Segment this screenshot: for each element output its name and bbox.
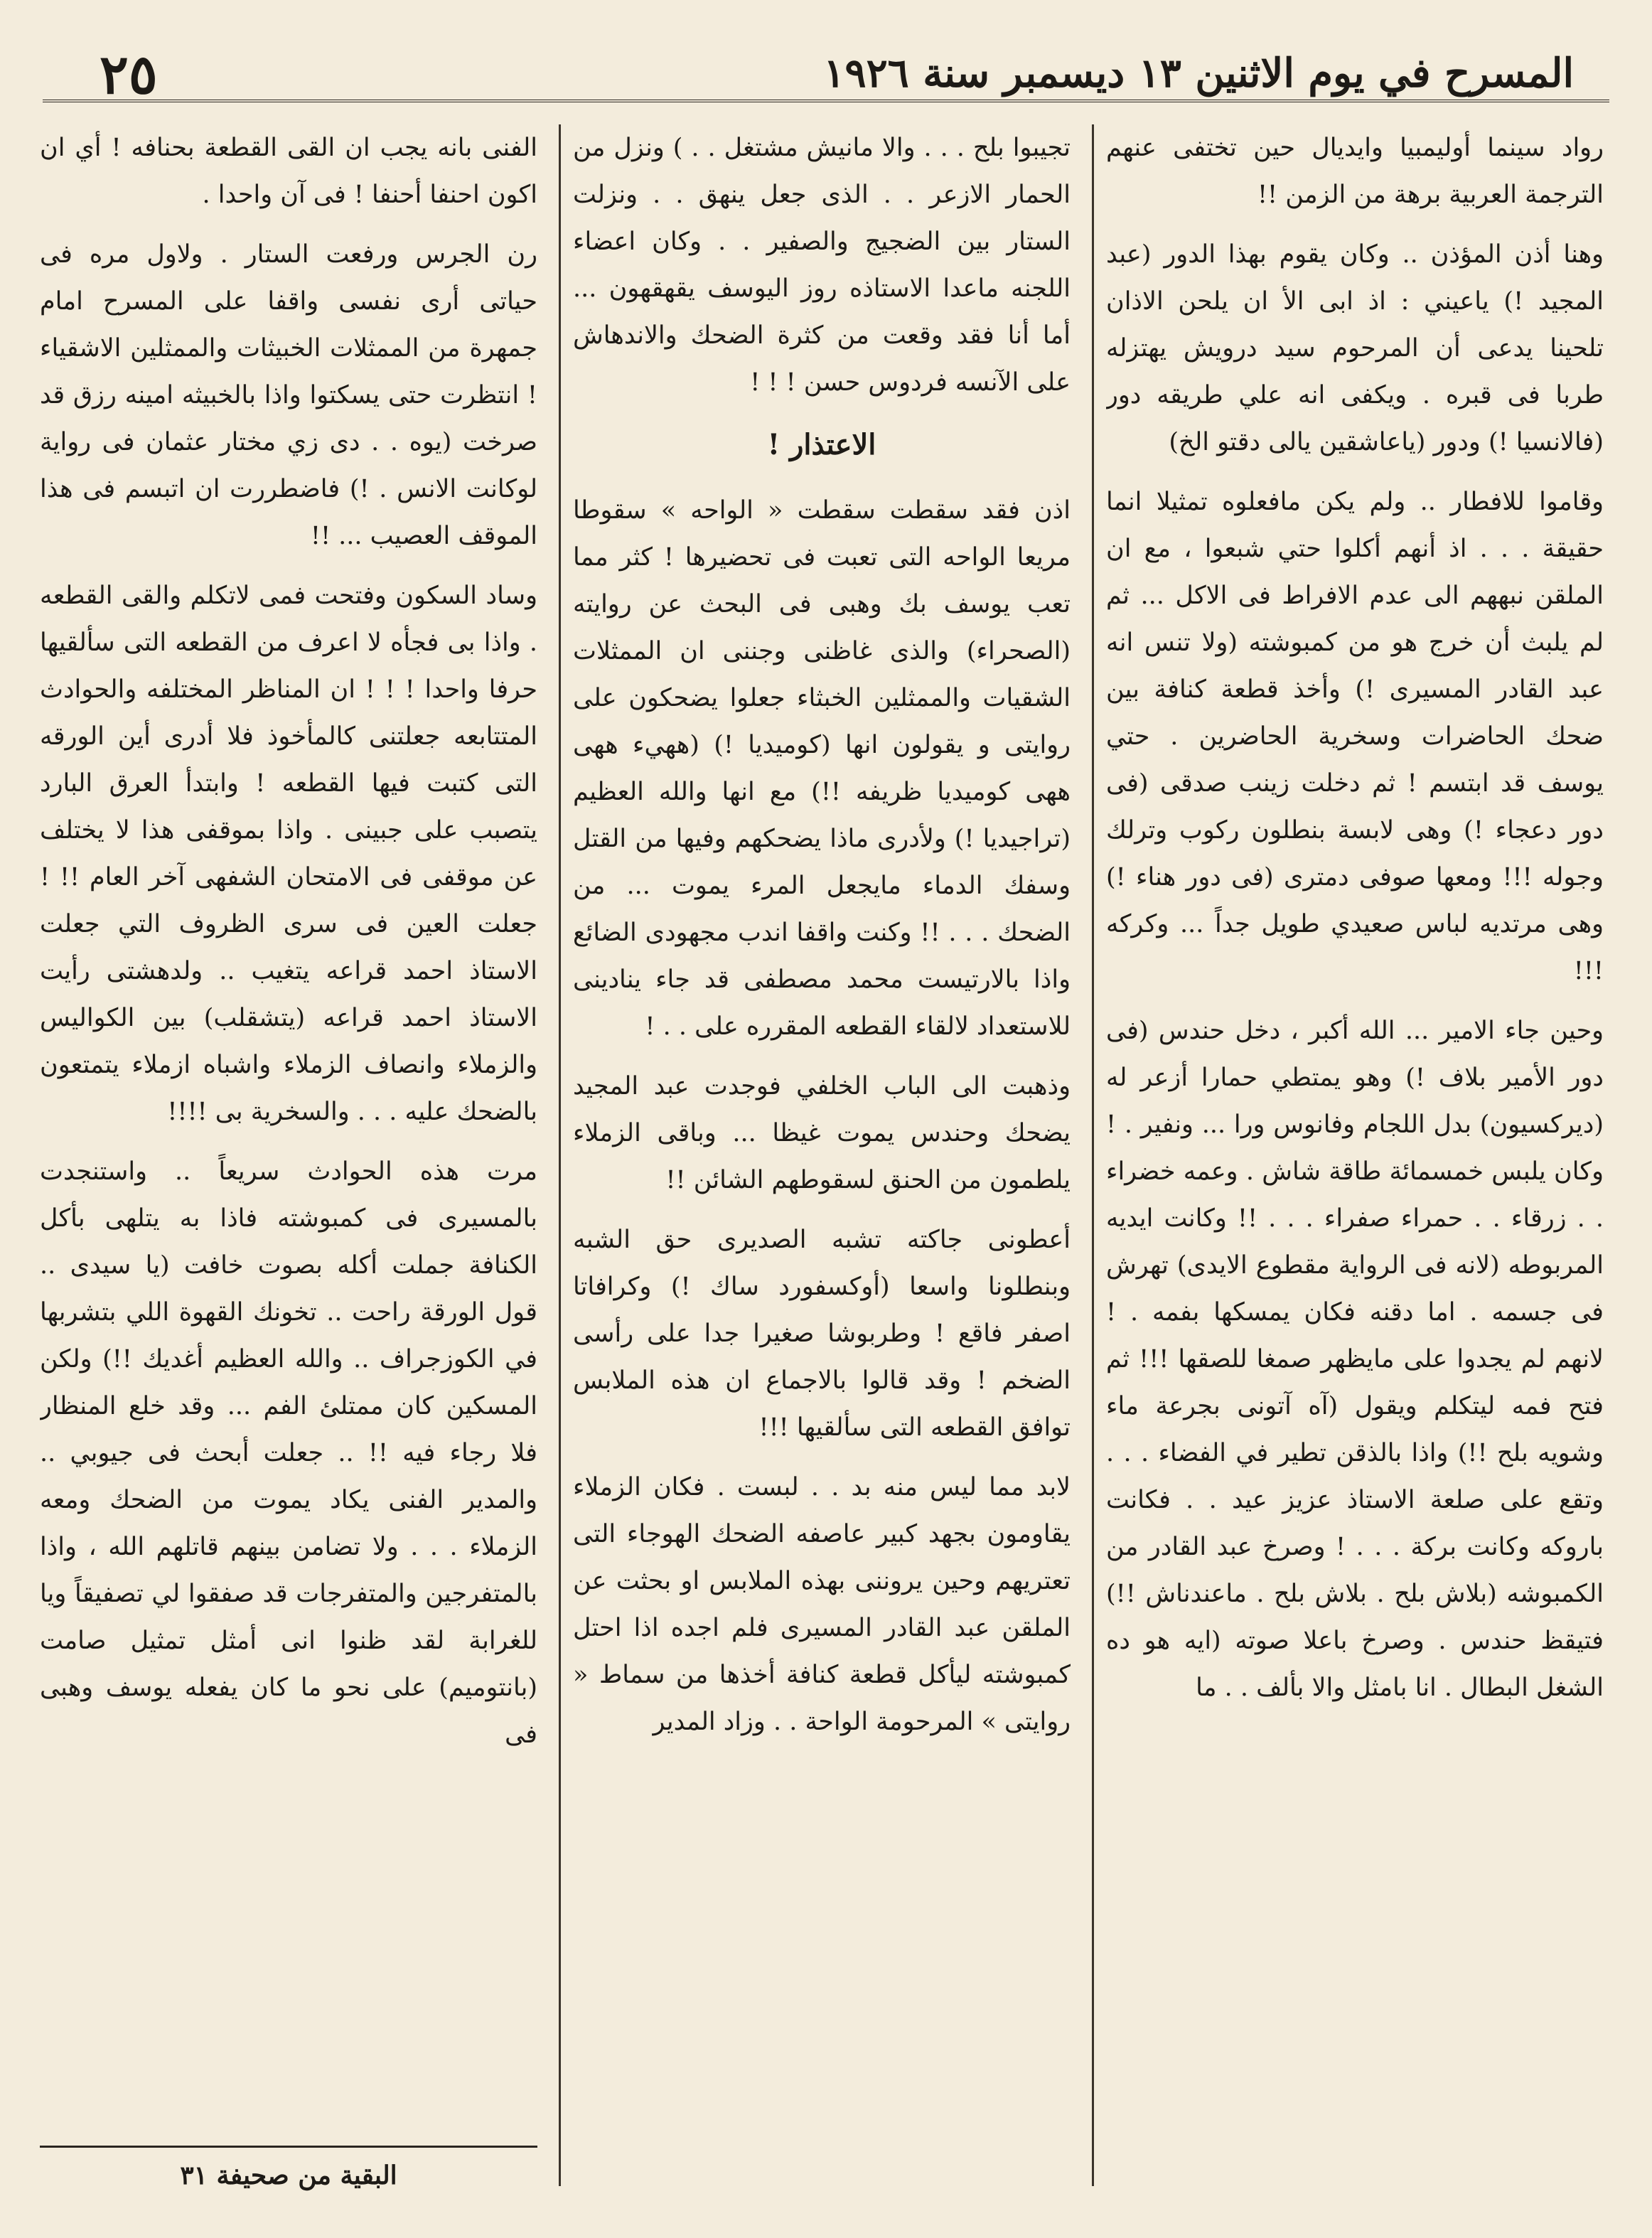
page-number: ٢٥: [100, 43, 158, 106]
running-title: المسرح في يوم الاثنين ١٣ ديسمبر سنة ١٩٢٦: [823, 50, 1574, 97]
paragraph: وهنا أذن المؤذن .. وكان يقوم بهذا الدور (عبد المجيد !) ياعيني : اذ ابى الأ ان يلحن الاذان تلحينا يدعى أن المرحوم سيد درويش يهتزله طربا فى قبره . ويكفى انه علي طريقه دور (فالانسيا !) ودور (ياعاشقين يالى دقتو الخ): [1106, 240, 1604, 456]
paragraph: اذن فقد سقطت سقطت « الواحه » سقوطا مريعا الواحه التى تعبت فى تحضيرها ! كثر مما تعب يوسف بك وهبى فى البحث عن روايته (الصحراء) والذى غاظنى وجننى ان الممثلات الشقيات والممثلين الخبثاء جعلوا يضحكون على روايتى و يقولون انها (كوميديا !) (ههيء ههى ههى كوميديا ظريفه !!) مع انها والله العظيم (تراجيديا !) ولأدرى ماذا يضحكهم وفيها من القتل وسفك الدماء مايجعل المرء يموت ... من الضحك . . . !! وكنت واقفا اندب مجهودى الضائع واذا بالارتيست محمد مصطفى قد جاء ينادينى للاستعداد لالقاء القطعه المقرره على . . !: [573, 496, 1071, 1041]
column-divider: [1092, 124, 1094, 2186]
column-right: [1106, 124, 1604, 2200]
column-middle: [573, 124, 1071, 2200]
paragraph: مرت هذه الحوادث سريعاً .. واستنجدت بالمسيرى فى كمبوشته فاذا به يتلهى بأكل الكنافة جملت أكله بصوت خافت (يا سيدى .. قول الورقة راحت .. تخونك القهوة اللي بتشربها في الكوزجراف .. والله العظيم أغديك !!) ولكن المسكين كان ممتلئ الفم ... وقد خلع المنظار فلا رجاء فيه !! .. جعلت أبحث فى جيوبي .. والمدير الفنى يكاد يموت من الضحك ومعه الزملاء . . . ولا تضامن بينهم قاتلهم الله ، واذا بالمتفرجين والمتفرجات قد صفقوا لي تصفيقاً ويا للغرابة لقد ظنوا انى أمثل تمثيل صامت (بانتوميم) على نحو ما كان يفعله يوسف وهبى فى: [40, 1157, 537, 1749]
paragraph: وساد السكون وفتحت فمى لاتكلم والقى القطعه . واذا بى فجأه لا اعرف من القطعه التى سألقيها حرفا واحدا ! ! ! ان المناظر المختلفه والحوادث المتتابعه جعلتنى كالمأخوذ فلا أدرى أين الورقه التى كتبت فيها القطعه ! وابتدأ العرق البارد يتصبب على جبينى . واذا بموقفى هذا لا يختلف عن موقفى فى الامتحان الشفهى آخر العام !! ! جعلت العين فى سرى الظروف التي جعلت الاستاذ احمد قراعه يتغيب .. ولدهشتى رأيت الاستاذ احمد قراعه (يتشقلب) بين الكواليس والزملاء وانصاف الزملاء واشباه ازملاء يتمتعون بالضحك عليه . . . والسخرية بى !!!!: [40, 582, 537, 1126]
page-header: [43, 28, 1609, 106]
paragraph: لابد مما ليس منه بد . . لبست . فكان الزملاء يقاومون بجهد كبير عاصفه الضحك الهوجاء التى تعتريهم وحين يروننى بهذه الملابس او بحثت عن الملقن عبد القادر المسيرى فلم اجده اذا احتل كمبوشته ليأكل قطعة كنافة أخذها من سماط « روايتى » المرحومة الواحة . . وزاد المدير: [573, 1473, 1071, 1736]
paragraph: أعطونى جاكته تشبه الصديرى حق الشبه وبنطلونا واسعا (أوكسفورد ساك !) وكرافاتا اصفر فاقع ! وطربوشا صغيرا جدا على رأسى الضخم ! وقد قالوا بالاجماع ان هذه الملابس توافق القطعه التى سألقيها !!!: [573, 1226, 1071, 1442]
paragraph: وذهبت الى الباب الخلفي فوجدت عبد المجيد يضحك وحندس يموت غيظا ... وباقى الزملاء يلطمون من الحنق لسقوطهم الشائن !!: [573, 1072, 1071, 1194]
paragraph: وحين جاء الامير ... الله أكبر ، دخل حندس (فى دور الأمير بلاف !) وهو يمتطي حمارا أزعر له (ديركسيون) بدل اللجام وفانوس ورا ... ونفير . ! وكان يلبس خمسمائة طاقة شاش . وعمه خضراء . . زرقاء . . حمراء صفراء . . . !! وكانت ايديه المربوطه (لانه فى الرواية مقطوع الايدى) تهرش فى جسمه . اما دقنه فكان يمسكها بفمه . ! لانهم لم يجدوا على مايظهر صمغا للصقها !!! ثم فتح فمه ليتكلم ويقول (آه آتونى بجرعة ماء وشويه بلح !!) واذا بالذقن تطير في الفضاء . . . وتقع على صلعة الاستاذ عزيز عيد . . فكانت باروكه وكانت بركة . . . ! وصرخ عبد القادر من الكمبوشه (بلاش بلح . بلاش بلح . ماعندناش !!) فتيقظ حندس . وصرخ باعلا صوته (ايه هو ده الشغل البطال . انا بامثل والا بألف . . ما: [1106, 1017, 1604, 1702]
continued-note: البقية من صحيفة ٣١: [40, 2146, 537, 2190]
section-heading: الاعتذار !: [767, 428, 876, 461]
column-left: [40, 124, 537, 2136]
paragraph: تجيبوا بلح . . . والا مانيش مشتغل . . ) ونزل من الحمار الازعر . . الذى جعل ينهق . . ونزلت الستار بين الضجيج والصفير . . وكان اعضاء اللجنه ماعدا الاستاذه روز اليوسف يقهقهون ... أما أنا فقد وقعت من كثرة الضحك والاندهاش على الآنسه فردوس حسن ! ! !: [573, 134, 1071, 397]
paragraph: الفنى بانه يجب ان القى القطعة بحنافه ! أي ان اكون احنفا أحنفا ! فى آن واحدا .: [40, 134, 537, 209]
paragraph: وقاموا للافطار .. ولم يكن مافعلوه تمثيلا انما حقيقة . . . اذ أنهم أكلوا حتي شبعوا ، مع ان الملقن نبههم الى عدم الافراط فى الاكل ... ثم لم يلبث أن خرج هو من كمبوشته (ولا تنس انه عبد القادر المسيرى !) وأخذ قطعة كنافة بين ضحك الحاضرات وسخرية الحاضرين . حتي يوسف قد ابتسم ! ثم دخلت زينب صدقى (فى دور دعجاء !) وهى لابسة بنطلون ركوب وترلك وجوله !!! ومعها صوفى دمترى (فى دور هناء !) وهى مرتديه لباس صعيدي طويل جداً ... وكركه !!!: [1106, 488, 1604, 985]
paragraph: رن الجرس ورفعت الستار . ولاول مره فى حياتى أرى نفسى واقفا على المسرح امام جمهرة من الممثلات الخبيثات والممثلين الاشقياء ! انتظرت حتى يسكتوا واذا بالخبيثه امينه رزق قد صرخت (يوه . . دى زي مختار عثمان فى رواية لوكانت الانس . !) فاضطررت ان اتبسم فى هذا الموقف العصيب ... !!: [40, 240, 537, 550]
paragraph: رواد سينما أوليمبيا وايديال حين تختفى عنهم الترجمة العربية برهة من الزمن !!: [1106, 134, 1604, 209]
column-divider: [559, 124, 561, 2186]
